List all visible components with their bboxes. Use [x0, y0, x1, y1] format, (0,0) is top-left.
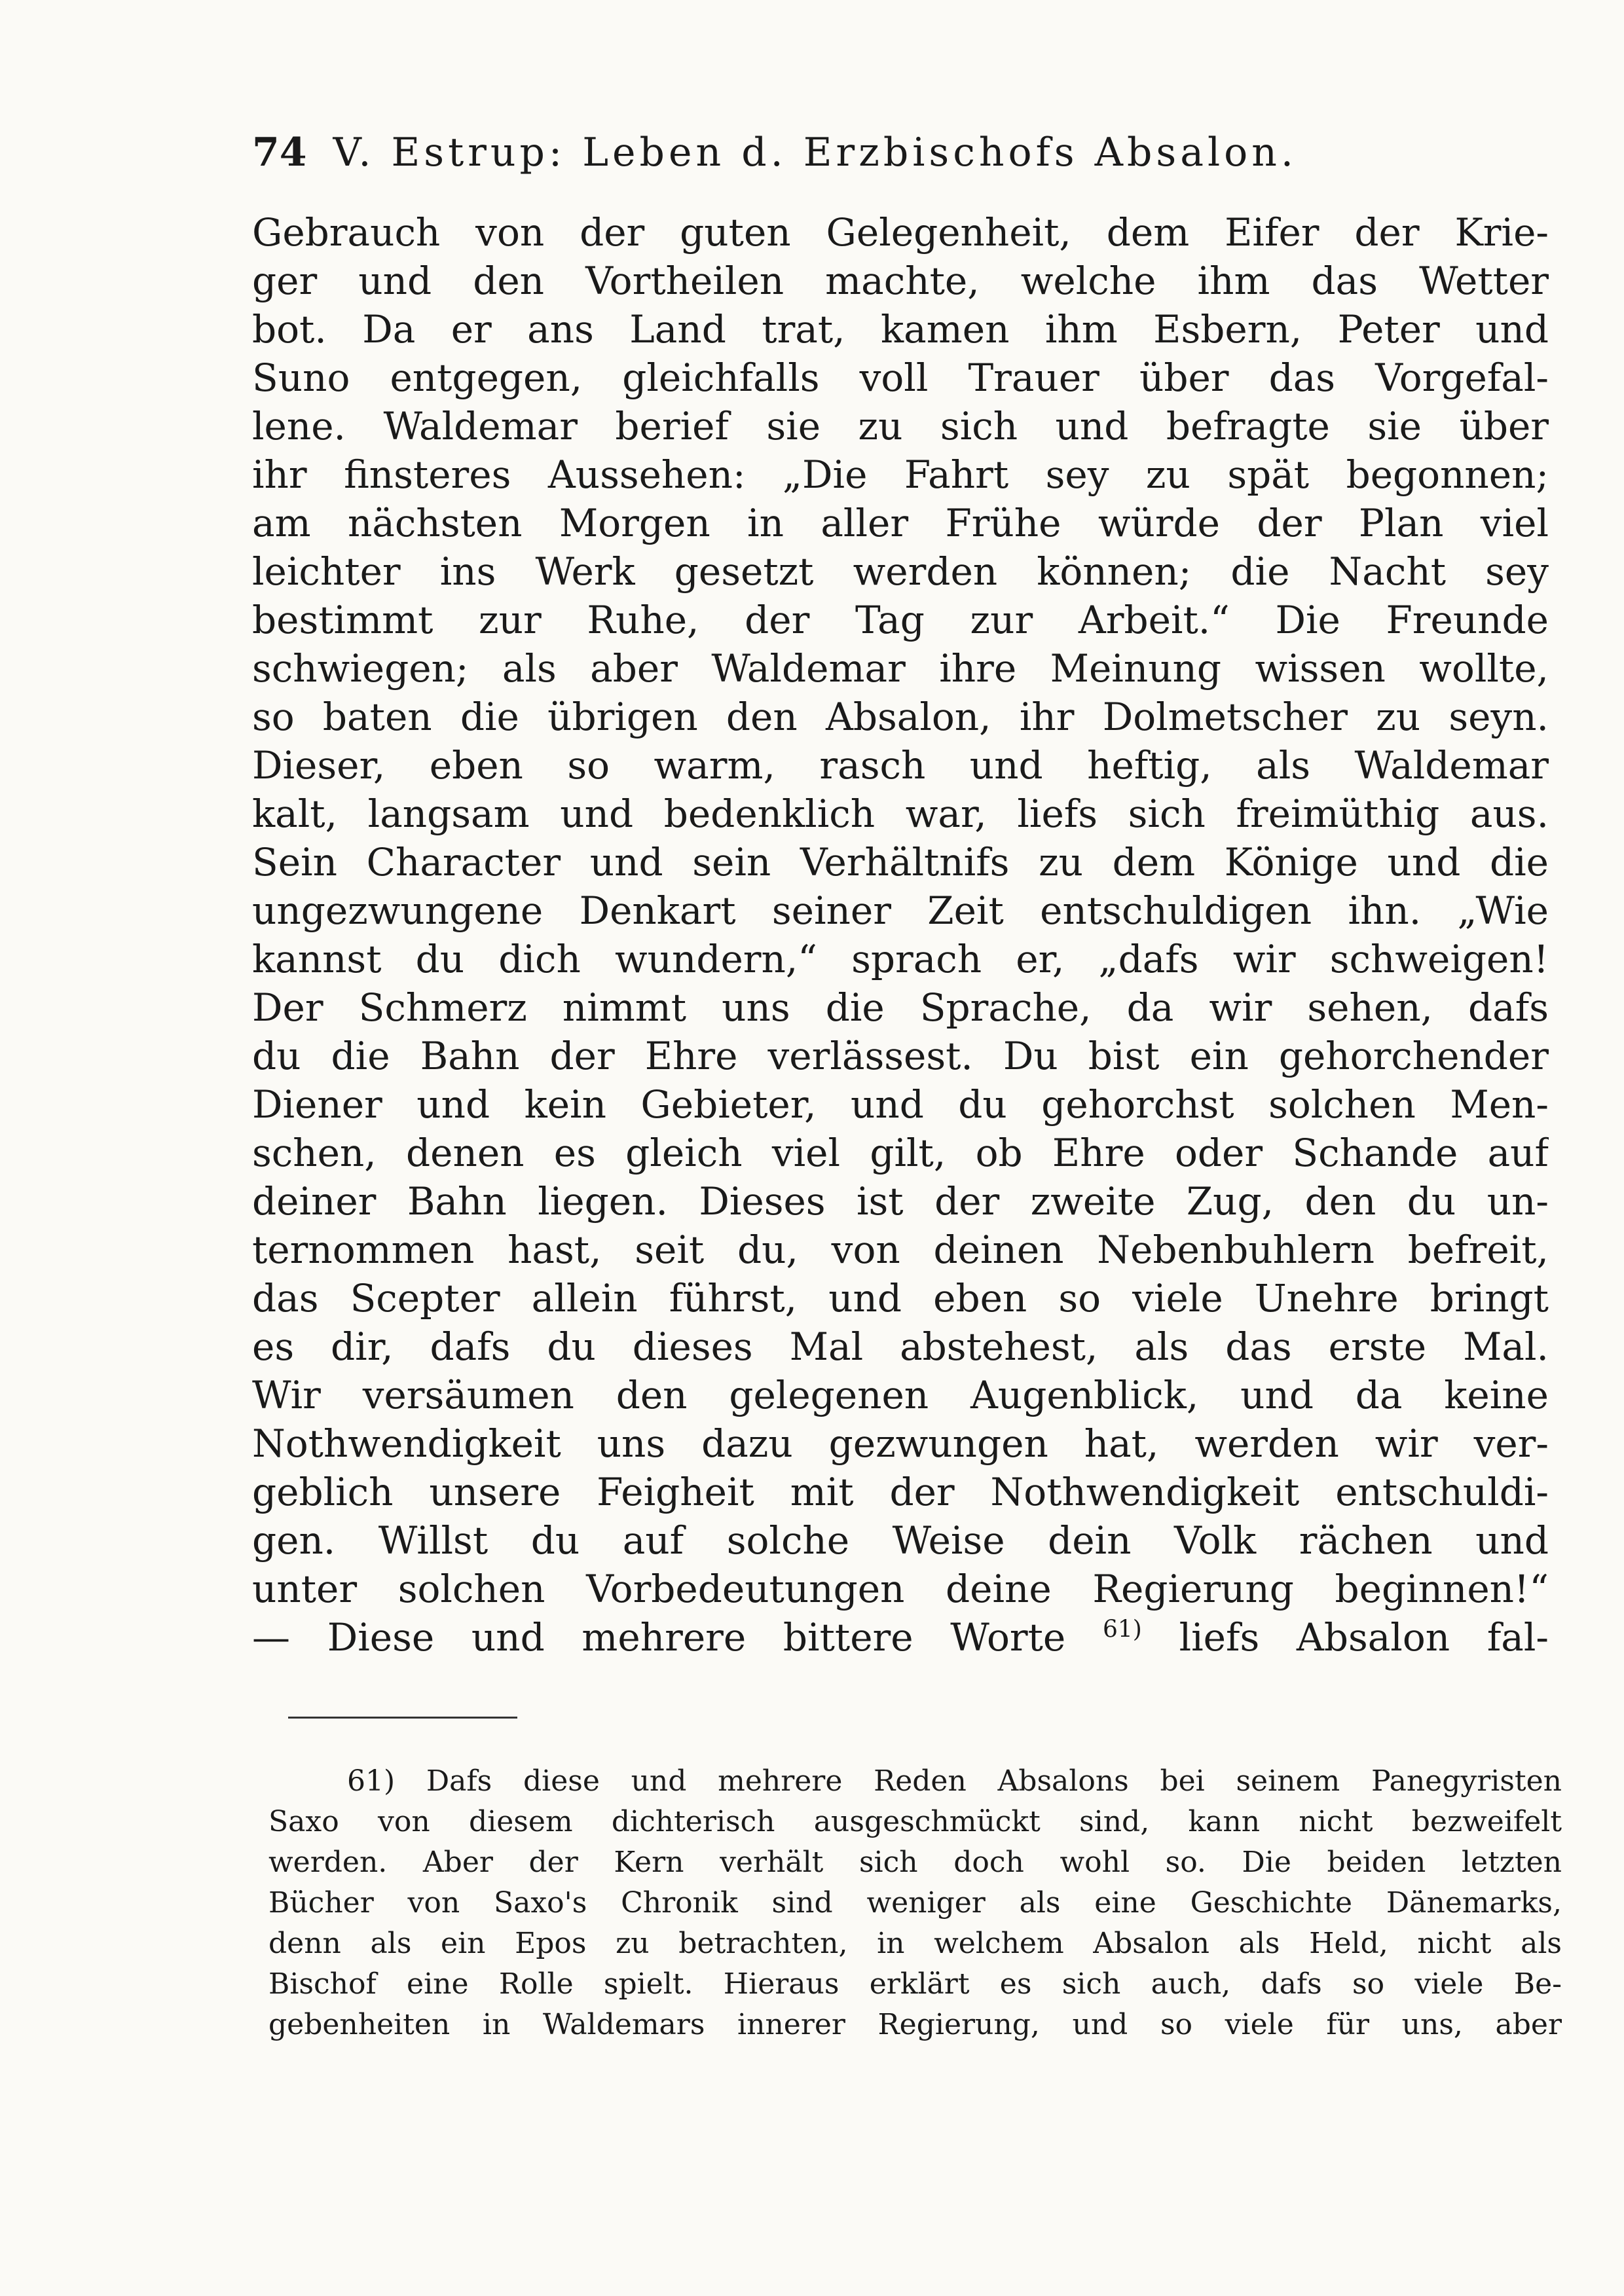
footnote-line: werden. Aber der Kern verhält sich doch wohl so. Die beiden letzten — [268, 1846, 1562, 1879]
footnote-line: Bücher von Saxo's Chronik sind weniger als eine Geschichte Dänemarks, — [268, 1886, 1562, 1920]
text-line: es dir, dafs du dieses Mal abstehest, als das erste Mal. — [252, 1324, 1549, 1369]
text-line: Sein Character und sein Verhältnifs zu dem Könige und die — [252, 840, 1549, 884]
text-line: Nothwendigkeit uns dazu gezwungen hat, werden wir ver- — [252, 1421, 1549, 1466]
footnote-line: 61) Dafs diese und mehrere Reden Absalons bei seinem Panegyristen — [347, 1764, 1562, 1798]
text-line: lene. Waldemar berief sie zu sich und befragte sie über — [252, 404, 1549, 448]
text-line: unter solchen Vorbedeutungen deine Regierung beginnen!“ — [252, 1567, 1549, 1611]
main-text — [252, 208, 1549, 1662]
text-line-last — [252, 1613, 1549, 1662]
text-line: schwiegen; als aber Waldemar ihre Meinung wissen wollte, — [252, 646, 1549, 691]
text-line: Der Schmerz nimmt uns die Sprache, da wir sehen, dafs — [252, 985, 1549, 1030]
text-line: Gebrauch von der guten Gelegenheit, dem Eifer der Krie- — [252, 210, 1549, 255]
footnote-reference: 61) — [1102, 1616, 1142, 1643]
footnotes — [268, 1761, 1562, 2045]
text-line: du die Bahn der Ehre verlässest. Du bist ein gehorchender — [252, 1034, 1549, 1078]
text-line: das Scepter allein führst, und eben so viele Unehre bringt — [252, 1276, 1549, 1321]
text-line: schen, denen es gleich viel gilt, ob Ehre oder Schande auf — [252, 1131, 1549, 1175]
text-line: gen. Willst du auf solche Weise dein Volk rächen und — [252, 1518, 1549, 1563]
text-line: ihr finsteres Aussehen: „Die Fahrt sey zu spät begonnen; — [252, 452, 1549, 497]
running-header — [252, 128, 1477, 177]
text-line: ternommen hast, seit du, von deinen Nebenbuhlern befreit, — [252, 1228, 1549, 1272]
running-title: V. Estrup: Leben d. Erzbischofs Absalon. — [333, 130, 1297, 175]
last-line-start: — Diese und mehrere bittere Worte — [252, 1615, 1066, 1660]
text-line: kalt, langsam und bedenklich war, liefs sich freimüthig aus. — [252, 792, 1549, 836]
text-line: Wir versäumen den gelegenen Augenblick, und da keine — [252, 1373, 1549, 1417]
footnote-line: denn als ein Epos zu betrachten, in welchem Absalon als Held, nicht als — [268, 1927, 1562, 1960]
text-line: Dieser, eben so warm, rasch und heftig, als Waldemar — [252, 743, 1549, 788]
text-line: ger und den Vortheilen machte, welche ihm das Wetter — [252, 259, 1549, 303]
footnote-line: gebenheiten in Waldemars innerer Regierung, und so viele für uns, aber — [268, 2008, 1562, 2041]
text-line: leichter ins Werk gesetzt werden können; die Nacht sey — [252, 549, 1549, 594]
footnote-line: Saxo von diesem dichterisch ausgeschmückt sind, kann nicht bezweifelt — [268, 1805, 1562, 1838]
footnote-divider — [288, 1717, 517, 1719]
text-line: kannst du dich wundern,“ sprach er, „dafs wir schweigen! — [252, 937, 1549, 981]
footnote-line: Bischof eine Rolle spielt. Hieraus erklärt es sich auch, dafs so viele Be- — [268, 1967, 1562, 2001]
text-line: Diener und kein Gebieter, und du gehorchst solchen Men- — [252, 1082, 1549, 1127]
last-line-end: liefs Absalon fal- — [1179, 1615, 1549, 1660]
text-line: bestimmt zur Ruhe, der Tag zur Arbeit.“ Die Freunde — [252, 598, 1549, 642]
text-line: geblich unsere Feigheit mit der Nothwendigkeit entschuldi- — [252, 1470, 1549, 1514]
text-line: deiner Bahn liegen. Dieses ist der zweite Zug, den du un- — [252, 1179, 1549, 1224]
text-line: am nächsten Morgen in aller Frühe würde der Plan viel — [252, 501, 1549, 545]
text-line: so baten die übrigen den Absalon, ihr Dolmetscher zu seyn. — [252, 695, 1549, 739]
text-line: bot. Da er ans Land trat, kamen ihm Esbern, Peter und — [252, 307, 1549, 352]
text-line: ungezwungene Denkart seiner Zeit entschuldigen ihn. „Wie — [252, 888, 1549, 933]
text-line: Suno entgegen, gleichfalls voll Trauer über das Vorgefal- — [252, 355, 1549, 400]
page-number: 74 — [252, 130, 307, 175]
